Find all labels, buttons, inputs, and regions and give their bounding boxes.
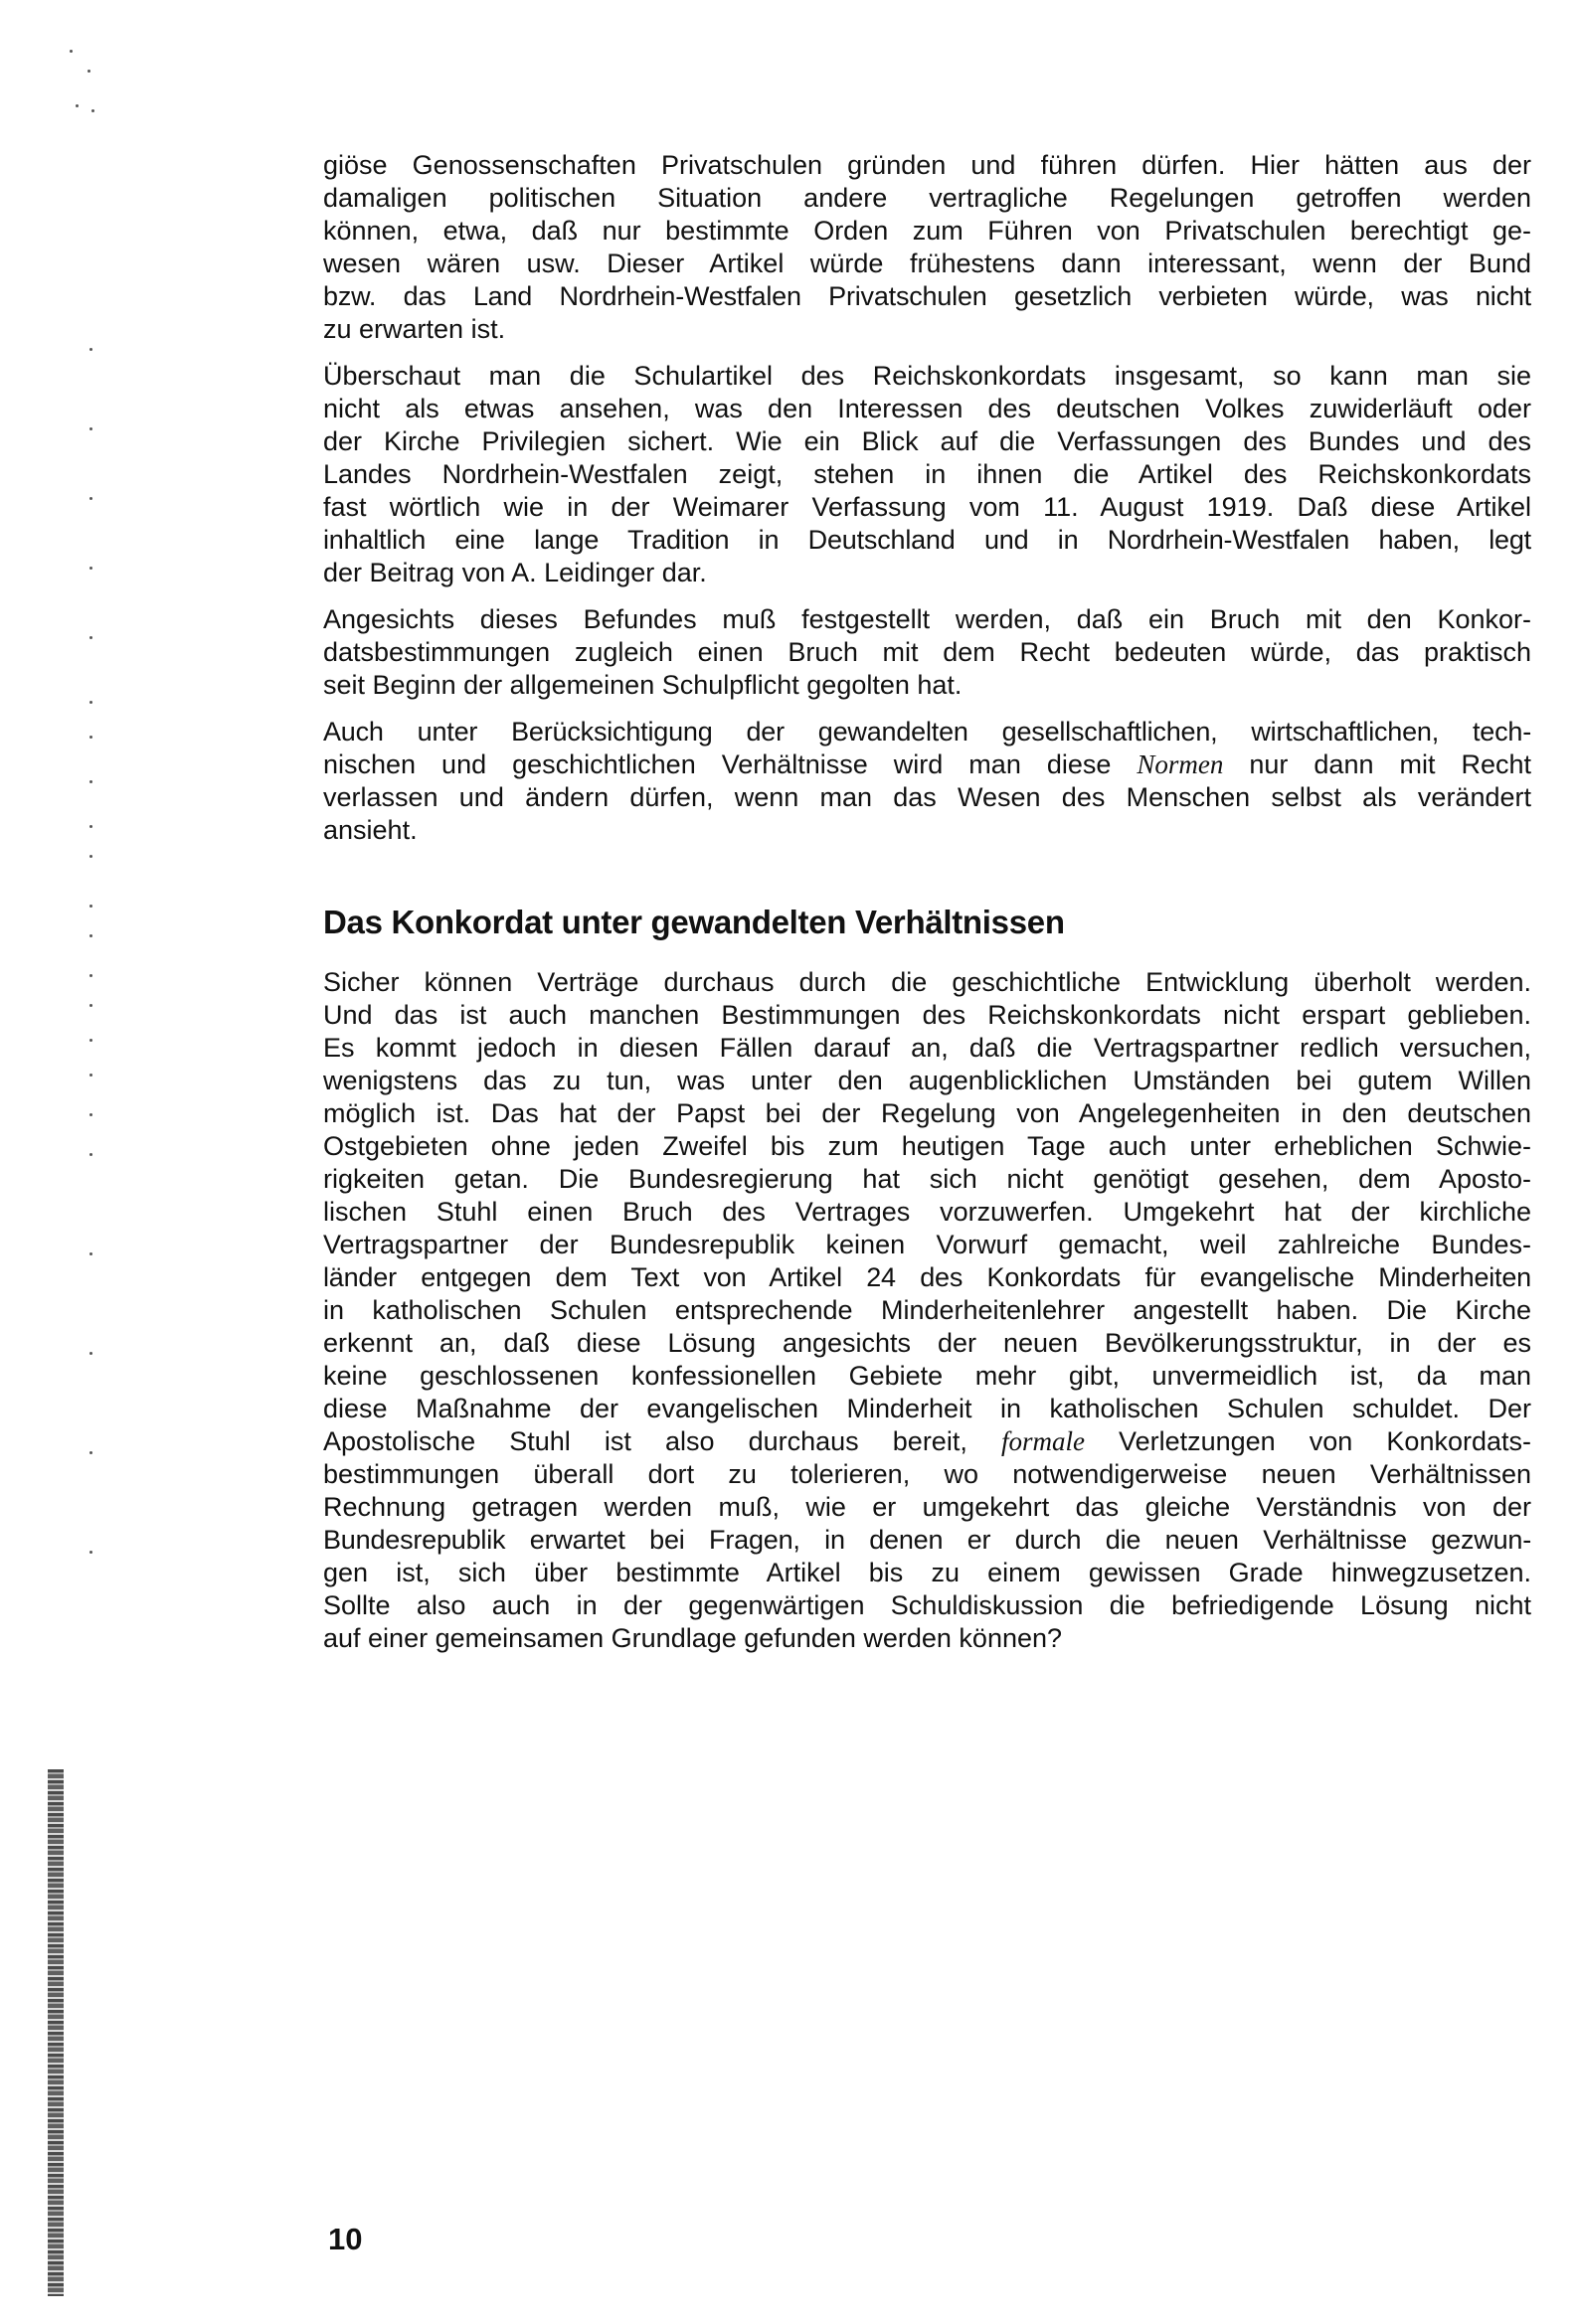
scan-mark bbox=[89, 934, 92, 937]
emphasis-formale: formale bbox=[1000, 1426, 1085, 1456]
text-line: der Kirche Privilegien sichert. Wie ein Blick auf die Verfassungen des Bundes und des bbox=[323, 426, 1531, 456]
scan-mark bbox=[89, 567, 92, 570]
text-line: rigkeiten getan. Die Bundesregierung hat sich nicht genötigt gesehen, dem Aposto- bbox=[323, 1164, 1531, 1194]
text-line: ansieht. bbox=[323, 815, 418, 845]
text-line: gen ist, sich über bestimmte Artikel bis zu einem gewissen Grade hinwegzusetzen. bbox=[323, 1558, 1531, 1587]
text-line: möglich ist. Das hat der Papst bei der Regelung von Angelegenheiten in den deutschen bbox=[323, 1098, 1531, 1128]
emphasis-normen: Normen bbox=[1137, 749, 1224, 779]
text-line: erkennt an, daß diese Lösung angesichts der neuen Bevölkerungsstruktur, in der es bbox=[323, 1328, 1531, 1358]
text-line: zu erwarten ist. bbox=[323, 314, 506, 344]
scan-mark bbox=[89, 905, 92, 908]
text-line: Landes Nordrhein-Westfalen zeigt, stehen in ihnen die Artikel des Reichskonkordats bbox=[323, 459, 1531, 489]
scan-mark bbox=[76, 104, 79, 107]
text-line-with-emphasis bbox=[323, 748, 1531, 781]
scan-mark bbox=[89, 855, 92, 858]
scan-mark bbox=[89, 1451, 92, 1454]
scan-mark bbox=[89, 1074, 92, 1077]
text-run: Apostolische Stuhl ist also durchaus bereit, bbox=[323, 1426, 1001, 1456]
text-line: Ostgebieten ohne jeden Zweifel bis zum heutigen Tage auch unter erheblichen Schwie- bbox=[323, 1131, 1531, 1161]
text-line: seit Beginn der allgemeinen Schulpflicht gegolten hat. bbox=[323, 670, 963, 700]
text-line: Überschaut man die Schulartikel des Reichskonkordats insgesamt, so kann man sie bbox=[323, 361, 1531, 391]
text-line: länder entgegen dem Text von Artikel 24 des Konkordats für evangelische Minderheiten bbox=[323, 1262, 1531, 1292]
text-line: in katholischen Schulen entsprechende Minderheitenlehrer angestellt haben. Die Kirche bbox=[323, 1295, 1531, 1325]
text-line: bestimmungen überall dort zu tolerieren, wo notwendigerweise neuen Verhältnissen bbox=[323, 1459, 1531, 1489]
text-line: Sicher können Verträge durchaus durch die geschichtliche Entwicklung überholt werden. bbox=[323, 967, 1531, 997]
text-line: auf einer gemeinsamen Grundlage gefunden werden können? bbox=[323, 1623, 1063, 1653]
text-line: Es kommt jedoch in diesen Fällen darauf an, daß die Vertragspartner redlich versuchen, bbox=[323, 1033, 1531, 1063]
scan-mark bbox=[89, 1551, 92, 1554]
paragraph-privatschulen bbox=[323, 149, 1531, 346]
scan-mark bbox=[89, 348, 92, 351]
text-line: fast wörtlich wie in der Weimarer Verfassung vom 11. August 1919. Daß diese Artikel bbox=[323, 492, 1531, 522]
scan-mark bbox=[89, 1153, 92, 1156]
scan-mark bbox=[89, 636, 92, 639]
section-heading: Das Konkordat unter gewandelten Verhältnissen bbox=[323, 904, 1065, 940]
text-line: lischen Stuhl einen Bruch des Vertrages vorzuwerfen. Umgekehrt hat der kirchliche bbox=[323, 1197, 1531, 1227]
text-line: damaligen politischen Situation andere vertragliche Regelungen getroffen werden bbox=[323, 183, 1531, 213]
page-number: 10 bbox=[328, 2222, 363, 2256]
text-line: giöse Genossenschaften Privatschulen gründen und führen dürfen. Hier hätten aus der bbox=[323, 150, 1531, 180]
scan-mark bbox=[89, 736, 92, 739]
text-run: nur dann mit Recht bbox=[1223, 749, 1531, 779]
text-line: nicht als etwas ansehen, was den Interessen des deutschen Volkes zuwiderläuft oder bbox=[323, 394, 1531, 423]
text-line: Auch unter Berücksichtigung der gewandelten gesellschaftlichen, wirtschaftlichen, tech- bbox=[323, 717, 1531, 747]
scan-mark bbox=[89, 701, 92, 704]
paragraph-konkordat bbox=[323, 966, 1531, 1655]
scan-mark bbox=[70, 50, 73, 53]
paragraph-normen bbox=[323, 716, 1531, 847]
scan-mark bbox=[89, 780, 92, 783]
scan-mark bbox=[89, 497, 92, 500]
text-run: nischen und geschichtlichen Verhältnisse wird man diese bbox=[323, 749, 1138, 779]
text-line: wenigstens das zu tun, was unter den augenblicklichen Umständen bei gutem Willen bbox=[323, 1066, 1531, 1095]
text-line: Rechnung getragen werden muß, wie er umgekehrt das gleiche Verständnis von der bbox=[323, 1492, 1531, 1522]
scan-mark bbox=[89, 974, 92, 977]
text-run: Verletzungen von Konkordats- bbox=[1084, 1426, 1531, 1456]
text-line: Angesichts dieses Befundes muß festgestellt werden, daß ein Bruch mit den Konkor- bbox=[323, 604, 1531, 634]
text-line: der Beitrag von A. Leidinger dar. bbox=[323, 558, 707, 587]
text-line-with-emphasis bbox=[323, 1425, 1531, 1458]
text-column bbox=[323, 149, 1531, 1669]
scan-mark bbox=[89, 1004, 92, 1007]
text-line: Vertragspartner der Bundesrepublik keinen Vorwurf gemacht, weil zahlreiche Bundes- bbox=[323, 1230, 1531, 1259]
scan-mark bbox=[89, 1039, 92, 1042]
text-line: inhaltlich eine lange Tradition in Deutschland und in Nordrhein-Westfalen haben, legt bbox=[323, 525, 1531, 555]
text-line: datsbestimmungen zugleich einen Bruch mit dem Recht bedeuten würde, das praktisch bbox=[323, 637, 1531, 667]
text-line: diese Maßnahme der evangelischen Minderheit in katholischen Schulen schuldet. Der bbox=[323, 1394, 1531, 1423]
text-line: Und das ist auch manchen Bestimmungen des Reichskonkordats nicht erspart geblieben. bbox=[323, 1000, 1531, 1030]
scan-mark bbox=[88, 70, 90, 73]
paragraph-befund bbox=[323, 603, 1531, 702]
text-line: keine geschlossenen konfessionellen Gebiete mehr gibt, unvermeidlich ist, da man bbox=[323, 1361, 1531, 1391]
scan-mark bbox=[89, 825, 92, 828]
text-line: Sollte also auch in der gegenwärtigen Schuldiskussion die befriedigende Lösung nicht bbox=[323, 1590, 1531, 1620]
scan-mark bbox=[89, 1252, 92, 1255]
scan-mark bbox=[91, 109, 94, 112]
scan-mark bbox=[89, 1352, 92, 1355]
paragraph-schulartikel bbox=[323, 360, 1531, 589]
scan-mark bbox=[89, 427, 92, 430]
text-line: können, etwa, daß nur bestimmte Orden zum Führen von Privatschulen berechtigt ge- bbox=[323, 216, 1531, 246]
scan-mark bbox=[89, 1113, 92, 1116]
binding-edge-texture bbox=[48, 1769, 64, 2296]
text-line: wesen wären usw. Dieser Artikel würde frühestens dann interessant, wenn der Bund bbox=[323, 249, 1531, 278]
text-line: bzw. das Land Nordrhein-Westfalen Privatschulen gesetzlich verbieten würde, was nicht bbox=[323, 281, 1531, 311]
text-line: Bundesrepublik erwartet bei Fragen, in denen er durch die neuen Verhältnisse gezwun- bbox=[323, 1525, 1531, 1555]
text-line: verlassen und ändern dürfen, wenn man das Wesen des Menschen selbst als verändert bbox=[323, 782, 1531, 812]
